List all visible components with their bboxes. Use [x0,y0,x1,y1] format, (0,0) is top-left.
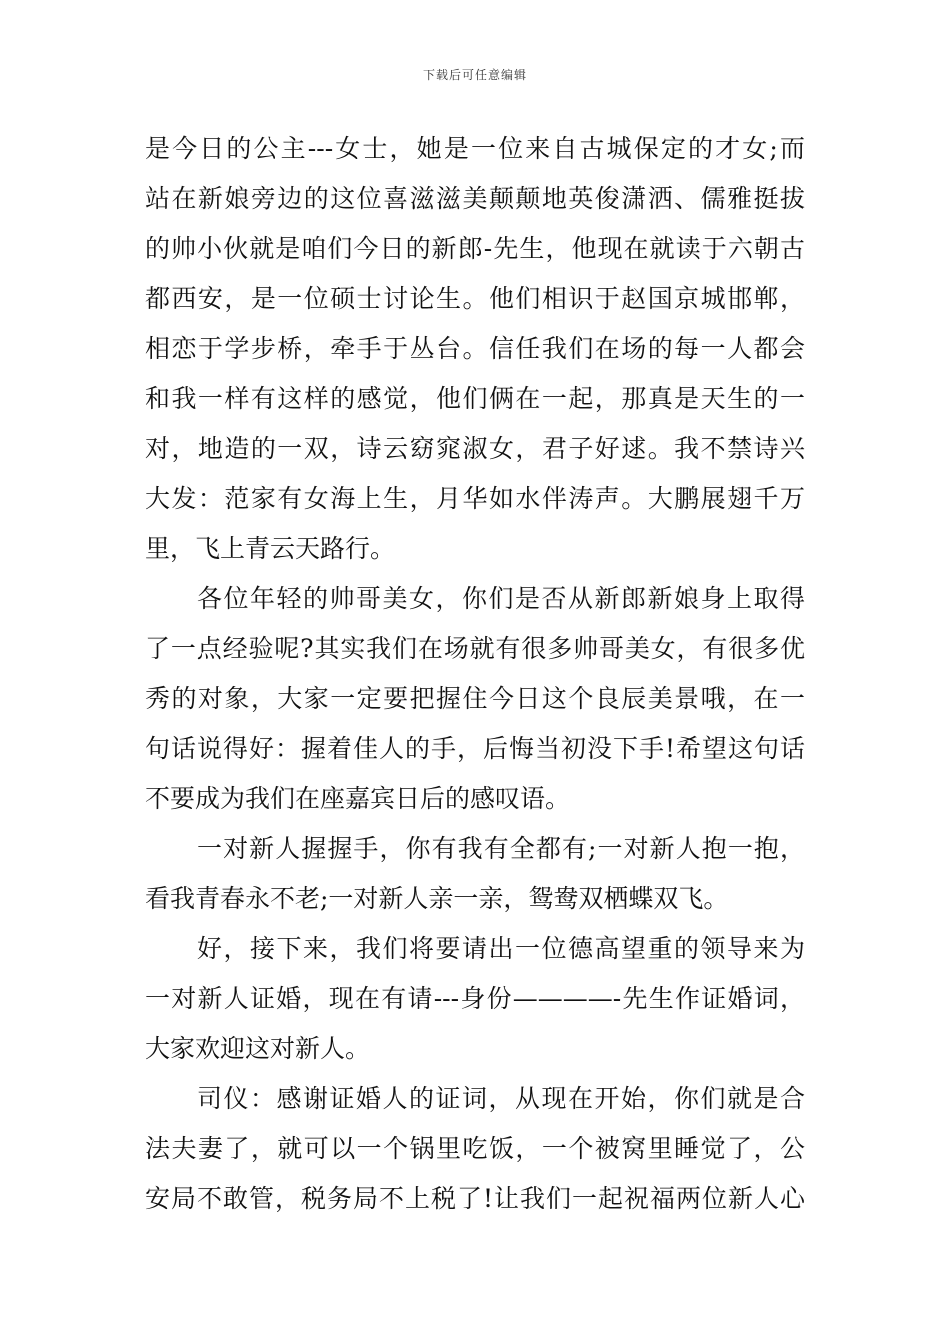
paragraph [145,574,805,824]
text-line: 对，地造的一双，诗云窈窕淑女，君子好逑。我不禁诗兴 [145,434,805,463]
paragraph [145,1074,805,1224]
text-line: 秀的对象，大家一定要把握住今日这个良辰美景哦，在一 [145,684,805,713]
text-line: 看我青春永不老;一对新人亲一亲，鸳鸯双栖蝶双飞。 [145,884,729,913]
document-body [145,124,805,1224]
text-line: 里，飞上青云天路行。 [145,534,396,563]
text-line: 大发：范家有女海上生，月华如水伴涛声。大鹏展翅千万 [145,484,805,513]
text-line: 是今日的公主---女士，她是一位来自古城保定的才女;而 [145,134,805,163]
text-line: 了一点经验呢?其实我们在场就有很多帅哥美女，有很多优 [145,634,805,663]
text-line: 一对新人证婚，现在有请---身份————-先生作证婚词， [145,984,805,1013]
paragraph [145,924,805,1074]
text-line: 不要成为我们在座嘉宾日后的感叹语。 [145,784,571,813]
text-line: 句话说得好：握着佳人的手，后悔当初没下手!希望这句话 [145,734,805,763]
paragraph [145,124,805,574]
text-line: 相恋于学步桥，牵手于丛台。信任我们在场的每一人都会 [145,334,805,363]
header-note: 下载后可任意编辑 [422,68,527,82]
paragraph [145,824,805,924]
text-line: 站在新娘旁边的这位喜滋滋美颠颠地英俊潇洒、儒雅挺拔 [145,184,805,213]
text-line: 法夫妻了，就可以一个锅里吃饭，一个被窝里睡觉了，公 [145,1134,805,1163]
text-line: 安局不敢管，税务局不上税了!让我们一起祝福两位新人心 [145,1184,805,1213]
text-line: 的帅小伙就是咱们今日的新郎-先生，他现在就读于六朝古 [145,234,805,263]
text-line: 和我一样有这样的感觉，他们俩在一起，那真是天生的一 [145,384,805,413]
text-line: 都西安，是一位硕士讨论生。他们相识于赵国京城邯郸， [145,284,805,313]
text-line: 司仪：感谢证婚人的证词，从现在开始，你们就是合 [197,1084,805,1113]
text-line: 一对新人握握手，你有我有全都有;一对新人抱一抱， [197,834,805,863]
text-line: 好，接下来，我们将要请出一位德高望重的领导来为 [197,934,805,963]
text-line: 大家欢迎这对新人。 [145,1034,371,1063]
text-line: 各位年轻的帅哥美女，你们是否从新郎新娘身上取得 [197,584,805,613]
